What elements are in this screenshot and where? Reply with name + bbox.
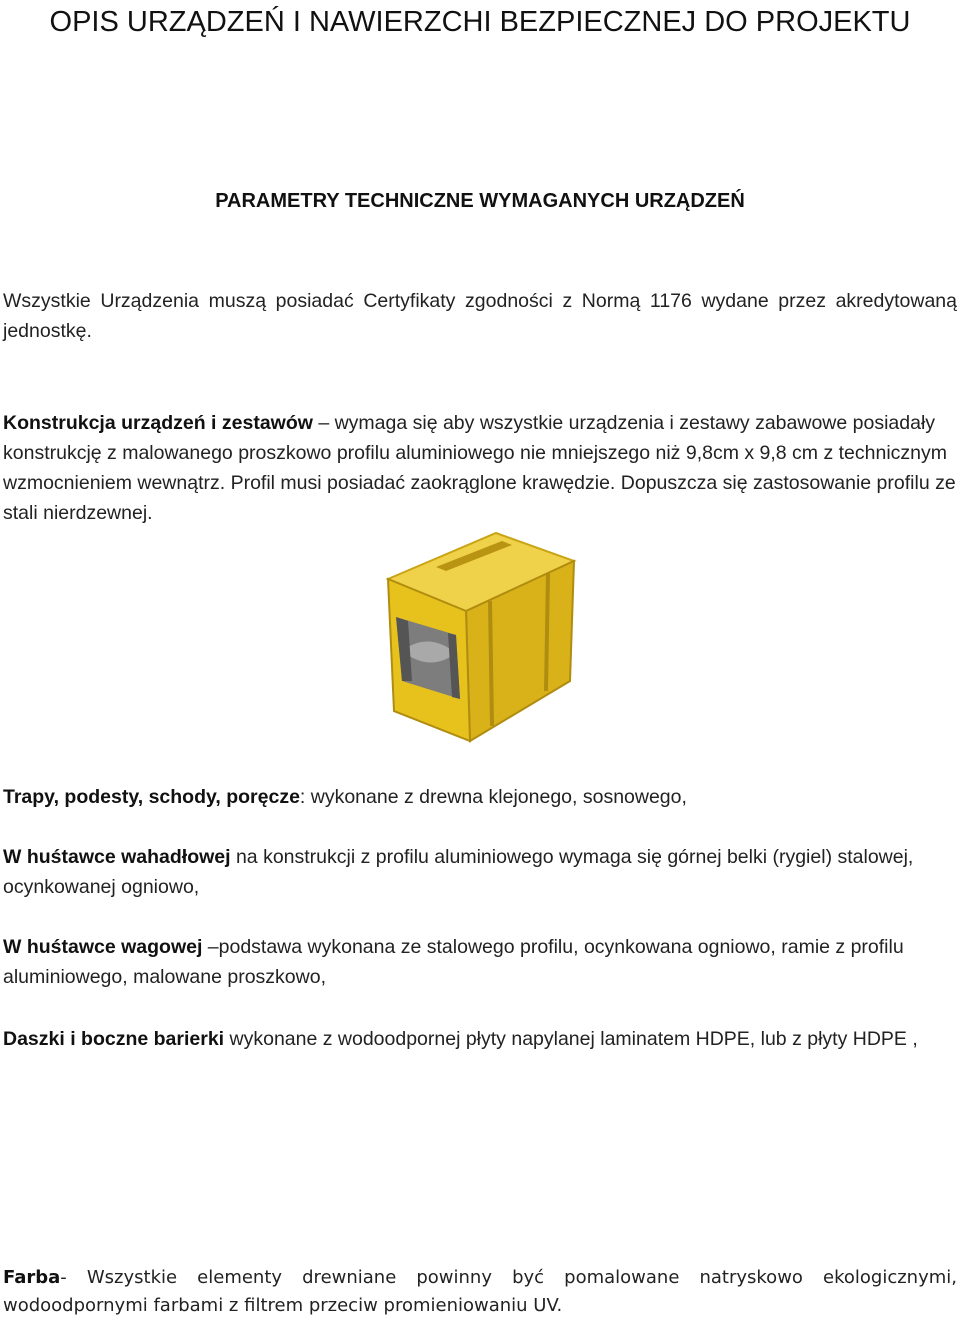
hustawka-wahadlowa-label: W huśtawce wahadłowej bbox=[3, 846, 231, 868]
document-title: OPIS URZĄDZEŃ I NAWIERZCHI BEZPIECZNEJ DO PROJEKTU bbox=[49, 6, 911, 38]
daszki-paragraph bbox=[3, 1024, 957, 1054]
certification-paragraph: Wszystkie Urządzenia muszą posiadać Certyfikaty zgodności z Normą 1176 wydane przez akredytowaną jednostkę. bbox=[3, 290, 957, 342]
farba-label: Farba bbox=[3, 1267, 61, 1288]
farba-paragraph bbox=[3, 1264, 957, 1320]
hustawka-wahadlowa-text: na konstrukcji z profilu aluminiowego wymaga się górnej belki (rygiel) stalowej, ocynkowanej ogniowo, bbox=[3, 846, 914, 898]
daszki-text: wykonane z wodoodpornej płyty napylanej laminatem HDPE, lub z płyty HDPE , bbox=[224, 1028, 918, 1050]
konstrukcja-paragraph bbox=[3, 408, 957, 528]
hustawka-wahadlowa-paragraph bbox=[3, 842, 957, 902]
trapy-paragraph bbox=[3, 782, 957, 812]
trapy-text: : wykonane z drewna klejonego, sosnowego, bbox=[299, 786, 687, 808]
hustawka-wagowa-paragraph bbox=[3, 932, 957, 992]
farba-text: - Wszystkie elementy drewniane powinny być pomalowane natryskowo ekologicznymi, wodoodpornymi farbami z filtrem przeciw promieniowaniu UV. bbox=[3, 1267, 957, 1316]
daszki-label: Daszki i boczne barierki bbox=[3, 1028, 225, 1050]
konstrukcja-text: – wymaga się aby wszystkie urządzenia i zestawy zabawowe posiadały konstrukcję z malowanego proszkowo profilu aluminiowego nie mniejszego niż 9,8cm x 9,8 cm z technicznym wzmocnieniem wewnątrz. Profil musi posiadać zaokrąglone krawędzie. Dopuszcza się zastosowanie profilu ze stali nierdzewnej. bbox=[3, 412, 956, 524]
section-subtitle: PARAMETRY TECHNICZNE WYMAGANYCH URZĄDZEŃ bbox=[215, 190, 745, 212]
aluminium-profile-image bbox=[378, 531, 578, 747]
hustawka-wagowa-text: –podstawa wykonana ze stalowego profilu, ocynkowana ogniowo, ramie z profilu aluminiowego, malowane proszkowo, bbox=[3, 936, 904, 988]
trapy-label: Trapy, podesty, schody, poręcze bbox=[3, 786, 300, 808]
hustawka-wagowa-label: W huśtawce wagowej bbox=[3, 936, 203, 958]
konstrukcja-label: Konstrukcja urządzeń i zestawów bbox=[3, 412, 313, 434]
